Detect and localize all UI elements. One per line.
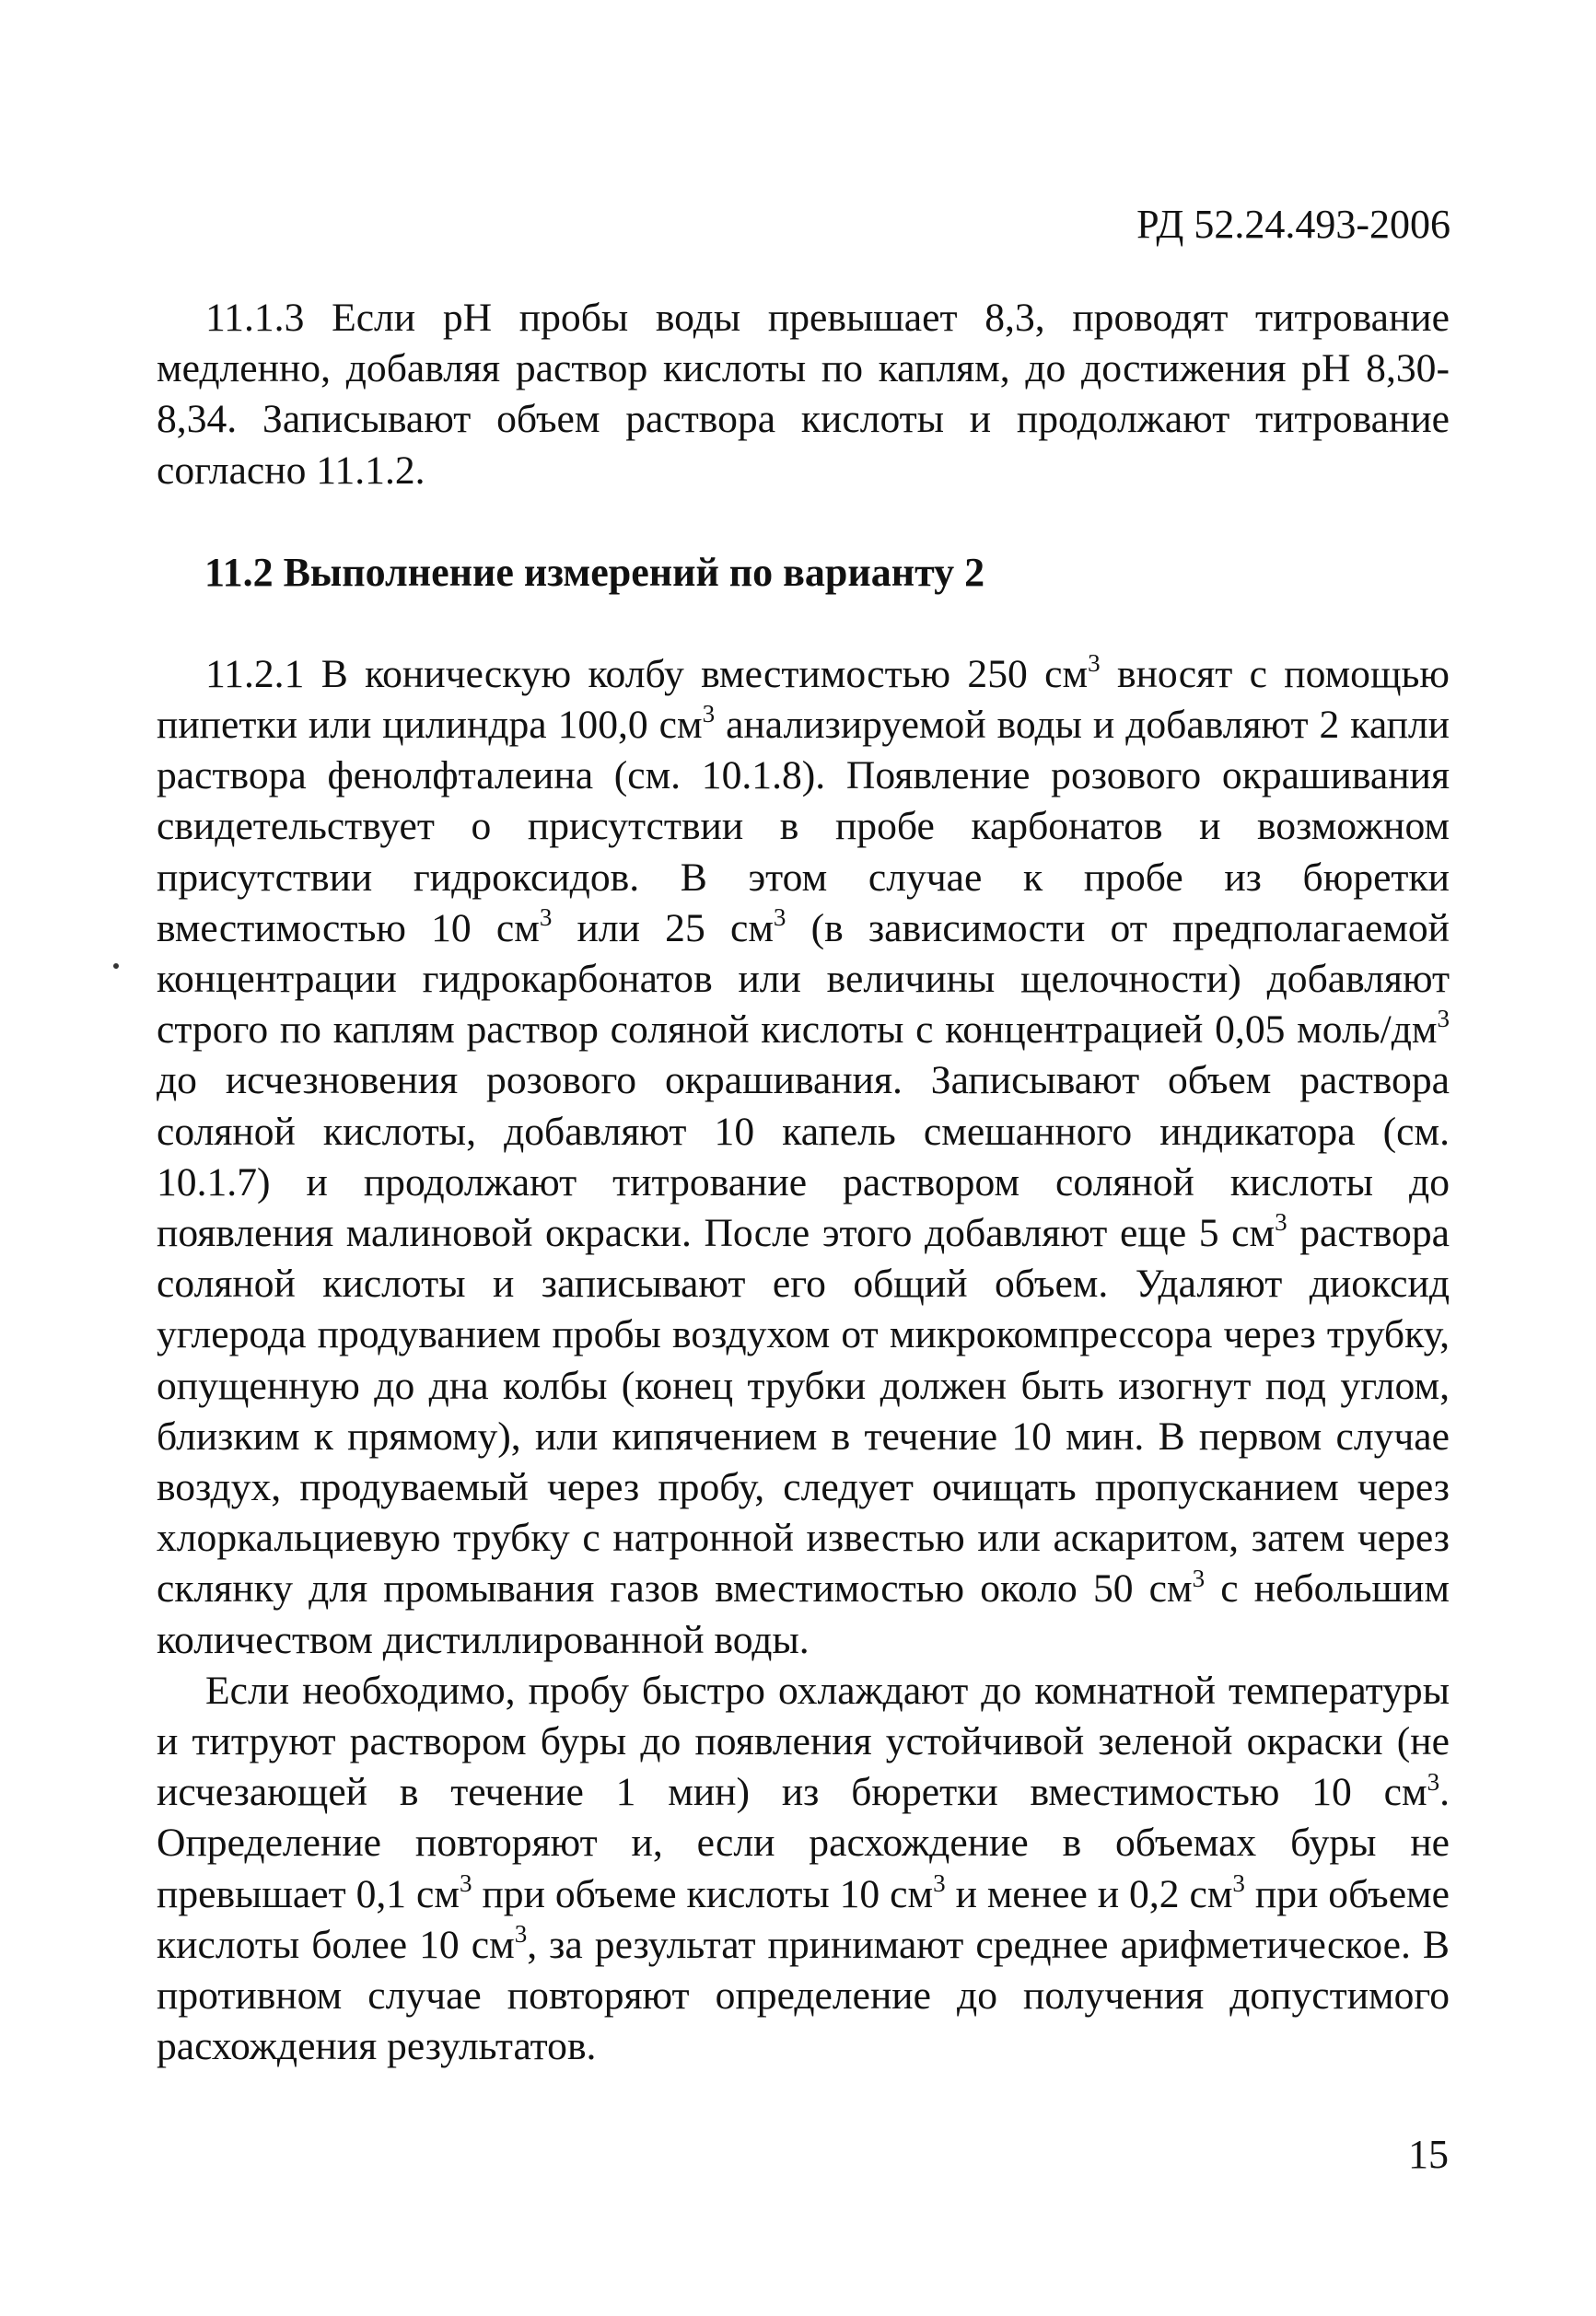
text-run: до исчезновения розового окрашивания. Записывают объем раствора соляной кислоты, добавляют 10 капель смешанного индикатора (см. 10.1.7) и продолжают титрование раствором соляной кислоты до появления малиновой окраски. После этого добавляют еще 5 см xyxy=(157,1058,1450,1256)
superscript: 3 xyxy=(1275,1208,1287,1237)
paragraph-11-2-1 xyxy=(157,649,1450,1666)
text-run: 11.2.1 В коническую колбу вместимостью 250 см xyxy=(205,651,1089,696)
text-run: , за результат принимают среднее арифметическое. В противном случае повторяют определение до получения допустимого расхождения результатов. xyxy=(157,1922,1450,2069)
text-run: анализируемой воды и добавляют 2 капли раствора фенолфталеина (см. 10.1.8). Появление розового окрашивания свидетельствует о присутствии в пробе карбонатов и возможном присутствии гидроксидов. В этом случае к пробе из бюретки вместимостью 10 см xyxy=(157,703,1450,950)
superscript: 3 xyxy=(459,1868,472,1897)
section-heading-11-2: 11.2 Выполнение измерений по варианту 2 xyxy=(204,549,985,595)
text-run: при объеме кислоты более 10 см xyxy=(157,1871,1450,1967)
text-run: при объеме кислоты 10 см xyxy=(472,1871,934,1916)
superscript: 3 xyxy=(1088,649,1101,678)
superscript: 3 xyxy=(1232,1868,1245,1897)
text-run: (в зависимости от предполагаемой концентрации гидрокарбонатов или величины щелочности) добавляют строго по каплям раствор соляной кислоты с концентрацией 0,05 моль/дм xyxy=(157,905,1450,1053)
superscript: 3 xyxy=(933,1868,946,1897)
superscript: 3 xyxy=(1427,1767,1440,1796)
superscript: 3 xyxy=(539,903,553,932)
paragraph-if-needed xyxy=(157,1666,1450,2073)
text-run: и менее и 0,2 см xyxy=(945,1871,1233,1916)
paragraph-11-1-3: 11.1.3 Если pH пробы воды превышает 8,3, проводят титрование медленно, добавляя раствор кислоты по каплям, до достижения pH 8,30-8,34. Записывают объем раствора кислоты и продолжают титрование согласно 11.1.2. xyxy=(157,296,1450,493)
document-code: РД 52.24.493-2006 xyxy=(1136,202,1450,247)
superscript: 3 xyxy=(1192,1564,1206,1592)
superscript: 3 xyxy=(1437,1005,1450,1033)
text-run: с небольшим количеством дистиллированной воды. xyxy=(157,1566,1450,1662)
page-content xyxy=(157,293,1450,2073)
superscript: 3 xyxy=(514,1920,528,1949)
page-number: 15 xyxy=(1408,2132,1449,2177)
text-run: раствора соляной кислоты и записывают его общий объем. Удаляют диоксид углерода продуванием пробы воздухом от микрокомпрессора через трубку, опущенную до дна колбы (конец трубки должен быть изогнут под углом, близким к прямому), или кипячением в течение 10 мин. В первом случае воздух, продуваемый через пробу, следует очищать пропусканием через хлоркальциевую трубку с натронной известью или аскаритом, затем через склянку для промывания газов вместимостью около 50 см xyxy=(157,1211,1450,1612)
superscript: 3 xyxy=(773,903,786,932)
text-run: . Определение повторяют и, если расхождение в объемах буры не превышает 0,1 см xyxy=(157,1770,1450,1916)
text-run: вносят с помощью пипетки или цилиндра 100,0 см xyxy=(157,651,1450,748)
text-run: Если необходимо, пробу быстро охлаждают до комнатной температуры и титруют раствором буры до появления устойчивой зеленой окраски (не исчезающей в течение 1 мин) из бюретки вместимостью 10 см xyxy=(157,1668,1450,1815)
superscript: 3 xyxy=(702,700,716,728)
text-run: или 25 см xyxy=(552,905,774,950)
margin-dot xyxy=(113,963,119,969)
